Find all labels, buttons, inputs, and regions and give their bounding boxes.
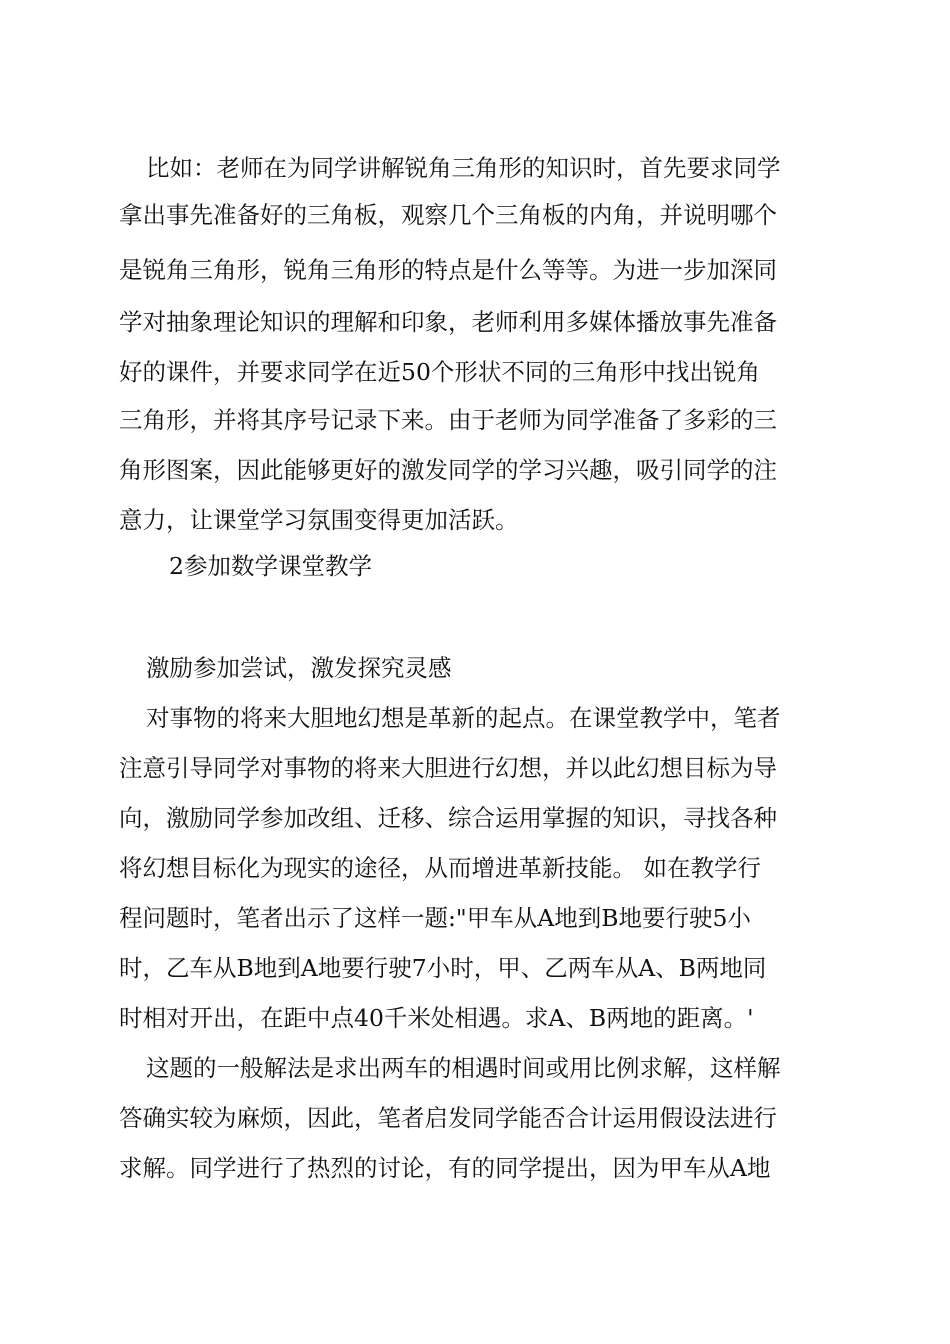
paragraph-3-line-2: 答确实较为麻烦，因此，笔者启发同学能否合计运用假设法进行 (119, 1104, 777, 1132)
paragraph-1-line-5: 好的课件，并要求同学在近50个形状不同的三角形中找出锐角 (119, 358, 760, 386)
section-heading: 2参加数学课堂教学 (169, 552, 372, 580)
paragraph-1-line-3: 是锐角三角形，锐角三角形的特点是什么等等。为进一步加深同 (119, 256, 777, 284)
paragraph-1-line-7: 角形图案，因此能够更好的激发同学的学习兴趣，吸引同学的注 (119, 456, 777, 484)
paragraph-2-line-4: 将幻想目标化为现实的途径，从而增进革新技能。 如在教学行 (119, 854, 761, 882)
subsection-heading: 激励参加尝试，激发探究灵感 (146, 654, 452, 682)
paragraph-2-line-5: 程问题时，笔者出示了这样一题:"甲车从A地到B地要行驶5小 (119, 904, 751, 932)
paragraph-2-line-3: 向，激励同学参加改组、迁移、综合运用掌握的知识，寻找各种 (119, 804, 777, 832)
paragraph-2-line-1: 对事物的将来大胆地幻想是革新的起点。在课堂教学中，笔者 (146, 704, 781, 732)
paragraph-2-line-7: 时相对开出，在距中点40千米处相遇。求A、B两地的距离。' (119, 1004, 754, 1032)
paragraph-2-line-2: 注意引导同学对事物的将来大胆进行幻想，并以此幻想目标为导 (119, 754, 777, 782)
paragraph-1-line-1: 比如：老师在为同学讲解锐角三角形的知识时，首先要求同学 (146, 154, 781, 182)
paragraph-1-line-8: 意力，让课堂学习氛围变得更加活跃。 (119, 506, 519, 534)
paragraph-2-line-6: 时，乙车从B地到A地要行驶7小时，甲、乙两车从A、B两地同 (119, 954, 767, 982)
paragraph-3-line-1: 这题的一般解法是求出两车的相遇时间或用比例求解，这样解 (146, 1054, 781, 1082)
paragraph-1-line-4: 学对抽象理论知识的理解和印象，老师利用多媒体播放事先准备 (119, 308, 777, 336)
paragraph-3-line-3: 求解。同学进行了热烈的讨论，有的同学提出，因为甲车从A地 (119, 1154, 771, 1182)
paragraph-1-line-2: 拿出事先准备好的三角板，观察几个三角板的内角，并说明哪个 (119, 201, 777, 229)
paragraph-1-line-6: 三角形，并将其序号记录下来。由于老师为同学准备了多彩的三 (119, 406, 777, 434)
